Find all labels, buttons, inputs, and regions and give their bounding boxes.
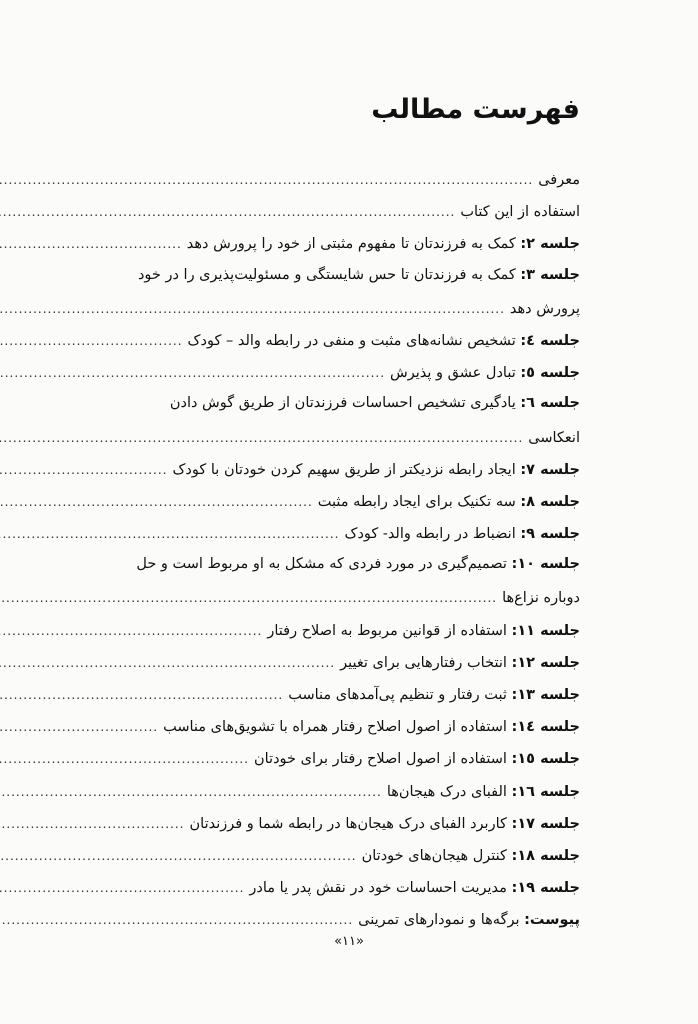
toc-entry-title: کاربرد الفبای درک هیجان‌ها در رابطه شما و فرزندتان: [189, 815, 507, 832]
dot-leader: [0, 495, 313, 509]
toc-entry: [109, 492, 580, 524]
toc-entry-title: انضباط در رابطه والد- کودک: [344, 526, 516, 543]
toc-entry-text: [190, 816, 581, 832]
toc-entry-session: جلسه ۱۹:: [511, 880, 580, 897]
toc-entry-session: جلسه ٤:: [520, 332, 580, 349]
toc-entry-session: جلسه ١٤:: [511, 719, 580, 736]
toc-entry-text: [172, 462, 580, 478]
toc-entry: [109, 202, 580, 234]
page-title: فهرست مطالب: [371, 94, 580, 125]
toc-entry-session: جلسه ۱۳:: [511, 687, 580, 703]
toc-entry: [109, 363, 580, 395]
toc-entry: [109, 878, 580, 910]
toc-entry-session: جلسه ۱۱:: [511, 622, 580, 639]
toc-entry-title: کنترل هیجان‌های خودتان: [361, 847, 507, 864]
toc-entry-text: [170, 395, 580, 411]
toc-entry-title: استفاده از قوانین مربوط به اصلاح رفتار: [267, 622, 507, 639]
toc-entry-title: استفاده از اصول اصلاح رفتار همراه با تشویق‌های مناسب: [163, 719, 507, 736]
dot-leader: [0, 431, 523, 445]
toc-entry: [109, 685, 580, 717]
toc-entry-title: یادگیری تشخیص احساسات فرزندتان از طریق گوش دادن: [169, 395, 516, 412]
toc-entry-title: انعکاسی: [528, 429, 580, 446]
dot-leader: [0, 817, 185, 831]
toc-entry-text: [138, 267, 580, 283]
table-of-contents: [109, 170, 580, 943]
toc-entry-session: پیوست:: [524, 912, 580, 929]
toc-entry-session: جلسه ١٥:: [511, 751, 580, 768]
dot-leader: [0, 237, 182, 251]
toc-entry: [109, 428, 580, 460]
toc-entry-text: [136, 556, 580, 572]
toc-entry-text: [344, 526, 580, 542]
toc-entry: [109, 749, 580, 781]
toc-entry-title: تشخیص نشانه‌های مثبت و منفی در رابطه والد – کودک: [187, 332, 516, 349]
toc-entry-title: استفاده از این کتاب: [460, 204, 580, 221]
dot-leader: [0, 591, 497, 605]
toc-entry-title: الفبای درک هیجان‌ها: [386, 783, 507, 800]
toc-entry: [109, 331, 580, 363]
dot-leader: [0, 720, 158, 734]
toc-entry-text: [254, 751, 580, 767]
toc-entry: [109, 717, 580, 749]
dot-leader: [0, 624, 262, 638]
dot-leader: [0, 656, 335, 670]
toc-entry: [109, 782, 580, 814]
toc-entry-title: انتخاب رفتارهایی برای تغییر: [340, 654, 507, 671]
toc-entry-session: جلسه ٥:: [520, 365, 580, 382]
toc-entry-title: سه تکنیک برای ایجاد رابطه مثبت: [317, 493, 516, 510]
toc-entry: [109, 814, 580, 846]
toc-entry-session: جلسه ۱۲:: [511, 654, 580, 671]
dot-leader: [0, 334, 183, 348]
dot-leader: [0, 752, 249, 766]
toc-entry: [109, 395, 580, 427]
toc-entry-session: جلسه ٦:: [520, 395, 580, 412]
toc-entry-text: [340, 655, 580, 671]
toc-entry: [109, 588, 580, 620]
toc-entry-text: [187, 236, 580, 252]
toc-entry-session: جلسه ۷:: [520, 461, 580, 478]
toc-entry-title: تبادل عشق و پذیرش: [390, 365, 516, 382]
toc-entry-text: [387, 784, 580, 800]
dot-leader: [0, 688, 283, 702]
toc-entry-text: [510, 301, 580, 317]
toc-entry-title: دوباره نزاع‌ها: [502, 590, 580, 607]
page-number: «۱۱»: [334, 934, 364, 949]
toc-entry-text: [163, 719, 580, 735]
dot-leader: [0, 463, 167, 477]
toc-entry-session: جلسه ۳:: [520, 266, 580, 283]
toc-entry-text: [318, 494, 580, 510]
dot-leader: [0, 881, 244, 895]
toc-entry-title: استفاده از اصول اصلاح رفتار برای خودتان: [253, 751, 507, 768]
dot-leader: [0, 302, 505, 316]
toc-entry-text: [528, 430, 580, 446]
toc-entry-text: [188, 333, 580, 349]
toc-entry: [109, 621, 580, 653]
dot-leader: [0, 366, 385, 380]
toc-entry-text: [362, 848, 580, 864]
toc-entry: [109, 460, 580, 492]
dot-leader: [0, 785, 382, 799]
toc-entry: [109, 267, 580, 299]
toc-entry-title: مدیریت احساسات خود در نقش پدر یا مادر: [249, 880, 507, 897]
toc-entry-title: کمک به فرزندتان تا حس شایستگی و مسئولیت‌پذیری را در خود: [137, 266, 516, 283]
toc-entry: [109, 653, 580, 685]
toc-entry-text: [358, 912, 580, 928]
toc-entry-title: ثبت رفتار و تنظیم پی‌آمدهای مناسب: [288, 687, 507, 703]
dot-leader: [0, 913, 353, 927]
toc-entry: [109, 234, 580, 266]
toc-entry-text: [267, 623, 580, 639]
toc-entry-text: [288, 687, 580, 703]
dot-leader: [0, 849, 357, 863]
dot-leader: [0, 173, 533, 187]
toc-entry: [109, 556, 580, 588]
toc-entry-session: جلسه ١٦:: [511, 783, 580, 800]
toc-entry-text: [460, 204, 580, 220]
toc-entry-title: برگه‌ها و نمودارهای تمرینی: [358, 912, 520, 929]
toc-entry-text: [502, 590, 580, 606]
toc-entry-session: جلسه ۹:: [520, 526, 580, 543]
toc-entry-session: جلسه ۲:: [520, 236, 580, 253]
toc-entry-text: [249, 880, 580, 896]
dot-leader: [0, 205, 455, 219]
toc-entry-title: ایجاد رابطه نزدیکتر از طریق سهیم کردن خودتان با کودک: [172, 461, 516, 478]
toc-entry-session: جلسه ۱۷:: [511, 815, 580, 832]
toc-entry-text: [390, 365, 580, 381]
toc-entry: [109, 524, 580, 556]
toc-entry: [109, 170, 580, 202]
toc-entry: [109, 299, 580, 331]
toc-entry-title: تصمیم‌گیری در مورد فردی که مشکل به او مربوط است و حل: [136, 556, 507, 573]
toc-entry-title: کمک به فرزندتان تا مفهوم مثبتی از خود را پرورش دهد: [186, 236, 516, 253]
toc-entry-session: جلسه ۱۸:: [511, 847, 580, 864]
toc-entry: [109, 846, 580, 878]
toc-entry-session: جلسه ۸:: [520, 493, 580, 510]
toc-entry-text: [538, 172, 580, 188]
dot-leader: [0, 527, 339, 541]
toc-entry-title: معرفی: [538, 172, 580, 188]
toc-entry-title: پرورش دهد: [509, 300, 580, 317]
toc-entry-session: جلسه ۱۰:: [511, 556, 580, 573]
